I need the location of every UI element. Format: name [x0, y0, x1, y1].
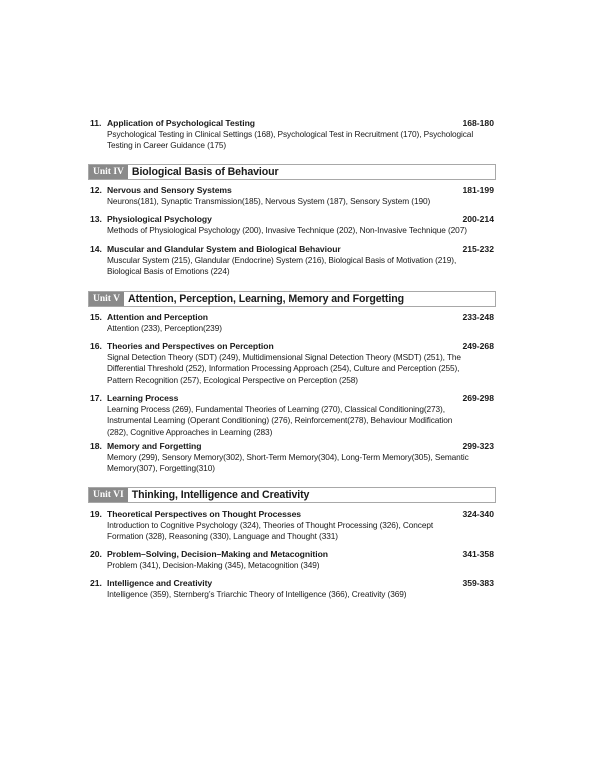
entry-title: 18. Memory and Forgetting [90, 441, 202, 451]
entry-pages: 249-268 [462, 341, 494, 351]
entry-title: 20. Problem–Solving, Decision–Making and Metacognition [90, 549, 328, 559]
toc-entry-15[interactable] [90, 312, 494, 334]
toc-entry-14[interactable] [90, 244, 494, 278]
entry-number: 19. [90, 509, 102, 519]
entry-title: 19. Theoretical Perspectives on Thought Processes [90, 509, 302, 519]
entry-topics: Methods of Physiological Psychology (200), Invasive Technique (202), Non-Invasive Technique (207) [107, 225, 467, 235]
entry-title: 16. Theories and Perspectives on Perception [90, 341, 274, 351]
unit-v-header [88, 291, 496, 307]
entry-topics: Muscular System (215), Glandular (Endocrine) System (216), Biological Basis of Motivation (219), Biological Basis of Emotions (224) [107, 255, 457, 277]
entry-pages: 215-232 [462, 244, 494, 254]
entry-title: 15. Attention and Perception [90, 312, 208, 322]
entry-pages: 168-180 [462, 118, 494, 128]
entry-pages: 324-340 [462, 509, 494, 519]
entry-number: 20. [90, 549, 102, 559]
entry-number: 21. [90, 578, 102, 588]
entry-number: 18. [90, 441, 102, 451]
unit-tag: Unit V [89, 292, 124, 306]
toc-entry-20[interactable] [90, 549, 494, 571]
entry-pages: 359-383 [462, 578, 494, 588]
unit-title: Attention, Perception, Learning, Memory and Forgetting [128, 293, 404, 305]
entry-title: 13. Physiological Psychology [90, 214, 212, 224]
entry-title: 21. Intelligence and Creativity [90, 578, 213, 588]
entry-number: 11. [90, 118, 102, 128]
entry-topics: Psychological Testing in Clinical Settings (168), Psychological Test in Recruitment (170), Psychological Testing in Career Guidance (175) [107, 129, 474, 151]
entry-number: 13. [90, 214, 102, 224]
toc-entry-13[interactable] [90, 214, 494, 236]
entry-topics: Attention (233), Perception(239) [107, 323, 222, 333]
unit-iv-header [88, 164, 496, 180]
entry-topics: Learning Process (269), Fundamental Theories of Learning (270), Classical Conditioning(273), Instrumental Learning (Operant Conditioning) (276), Reinforcement(278), Behaviour Modification (282), Cognitive Approaches in Learning (283) [107, 404, 453, 437]
entry-pages: 200-214 [462, 214, 494, 224]
entry-title: 17. Learning Process [90, 393, 179, 403]
entry-title: 11. Application of Psychological Testing [90, 118, 255, 128]
entry-title: 12. Nervous and Sensory Systems [90, 185, 232, 195]
entry-topics: Signal Detection Theory (SDT) (249), Multidimensional Signal Detection Theory (MSDT) (251), The Differential Threshold (252), Information Processing Approach (254), Culture and Perception (255), Pattern Recognition (257), Ecological Perspective on Perception (258) [107, 352, 461, 385]
entry-pages: 181-199 [462, 185, 494, 195]
entry-number: 15. [90, 312, 102, 322]
entry-pages: 233-248 [462, 312, 494, 322]
unit-tag: Unit IV [89, 165, 128, 179]
toc-entry-19[interactable] [90, 509, 494, 543]
unit-tag: Unit VI [89, 488, 128, 502]
entry-number: 17. [90, 393, 102, 403]
toc-entry-17[interactable] [90, 393, 494, 438]
entry-pages: 269-298 [462, 393, 494, 403]
unit-vi-header [88, 487, 496, 503]
toc-entry-12[interactable] [90, 185, 494, 207]
entry-topics: Problem (341), Decision-Making (345), Metacognition (349) [107, 560, 320, 570]
entry-number: 16. [90, 341, 102, 351]
entry-topics: Neurons(181), Synaptic Transmission(185), Nervous System (187), Sensory System (190) [107, 196, 431, 206]
entry-number: 12. [90, 185, 102, 195]
toc-entry-21[interactable] [90, 578, 494, 600]
entry-topics: Intelligence (359), Sternberg’s Triarchic Theory of Intelligence (366), Creativity (369) [107, 589, 407, 599]
toc-entry-16[interactable] [90, 341, 494, 386]
entry-number: 14. [90, 244, 102, 254]
entry-pages: 341-358 [462, 549, 494, 559]
entry-topics: Memory (299), Sensory Memory(302), Short-Term Memory(304), Long-Term Memory(305), Semantic Memory(307), Forgetting(310) [107, 452, 469, 474]
unit-title: Biological Basis of Behaviour [131, 166, 279, 178]
toc-entry-18[interactable] [90, 441, 494, 475]
entry-pages: 299-323 [462, 441, 494, 451]
toc-entry-11[interactable] [90, 118, 494, 152]
entry-title: 14. Muscular and Glandular System and Biological Behaviour [90, 244, 341, 254]
entry-topics: Introduction to Cognitive Psychology (324), Theories of Thought Processing (326), Concept Formation (328), Reasoning (330), Language and Thought (331) [107, 520, 434, 542]
unit-title: Thinking, Intelligence and Creativity [131, 489, 310, 501]
